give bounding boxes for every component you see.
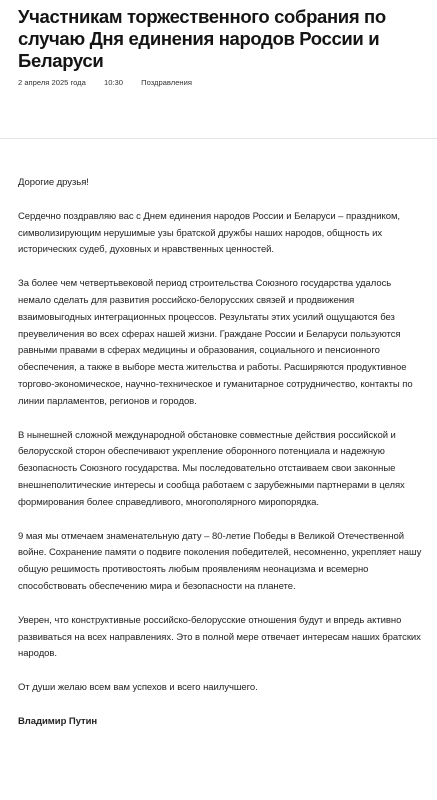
paragraph: В нынешней сложной международной обстановке совместные действия российской и белорусской сторон обеспечивают укрепление оборонного потенциала и надежную безопасность Союзного государства. Мы последовательно отстаиваем свои законные внешнеполитические интересы и сообща работаем с зарубежными партнерами в целях формирования более справедливого, многополярного миропорядка. bbox=[18, 429, 405, 508]
signature: Владимир Путин bbox=[18, 715, 98, 727]
greeting: Дорогие друзья! bbox=[18, 177, 89, 188]
paragraph: От души желаю всем вам успехов и всего наилучшего. bbox=[18, 682, 258, 694]
paragraph: Сердечно поздравляю вас с Днем единения народов России и Беларуси – праздником, символизирующим нерушимые узы братской дружбы наших народов, общность их исторических судеб, духовных и нравственных ценностей. bbox=[18, 210, 401, 256]
article-body bbox=[18, 175, 423, 748]
paragraph: За более чем четвертьвековой период строительства Союзного государства удалось немало сделать для развития российско-белорусских связей и продвижения взаимовыгодных интеграционных процессов. Результаты этих усилий ощущаются без преувеличения во всех сферах нашей жизни. Граждане России и Беларуси пользуются равными правами в сферах медицины и образования, социального и пенсионного обеспечения, а также в выборе места жительства и работы. Расширяются продуктивное торгово-экономическое, научно-техническое и гуманитарное сотрудничество, контакты по линии парламентов, регионов и городов. bbox=[18, 278, 413, 407]
paragraph: Уверен, что конструктивные российско-белорусские отношения будут и впредь активно развиваться на всех направлениях. Это в полной мере отвечает интересам наших братских народов. bbox=[18, 614, 421, 660]
paragraph: 9 мая мы отмечаем знаменательную дату – 80-летие Победы в Великой Отечественной войне. Сохранение памяти о подвиге поколения победителей, несомненно, укрепляет нашу общую решимость противостоять любым проявлениям неонацизма и всемерно способствовать обеспечению мира и безопасности на планете. bbox=[18, 530, 422, 592]
article-meta bbox=[18, 78, 418, 87]
article-title: Участникам торжественного собрания по случаю Дня единения народов России и Беларуси bbox=[18, 6, 386, 71]
article-date: 2 апреля 2025 года bbox=[18, 78, 86, 87]
article-time: 10:30 bbox=[103, 78, 123, 87]
category-link[interactable]: Поздравления bbox=[141, 78, 192, 87]
divider bbox=[0, 138, 437, 139]
